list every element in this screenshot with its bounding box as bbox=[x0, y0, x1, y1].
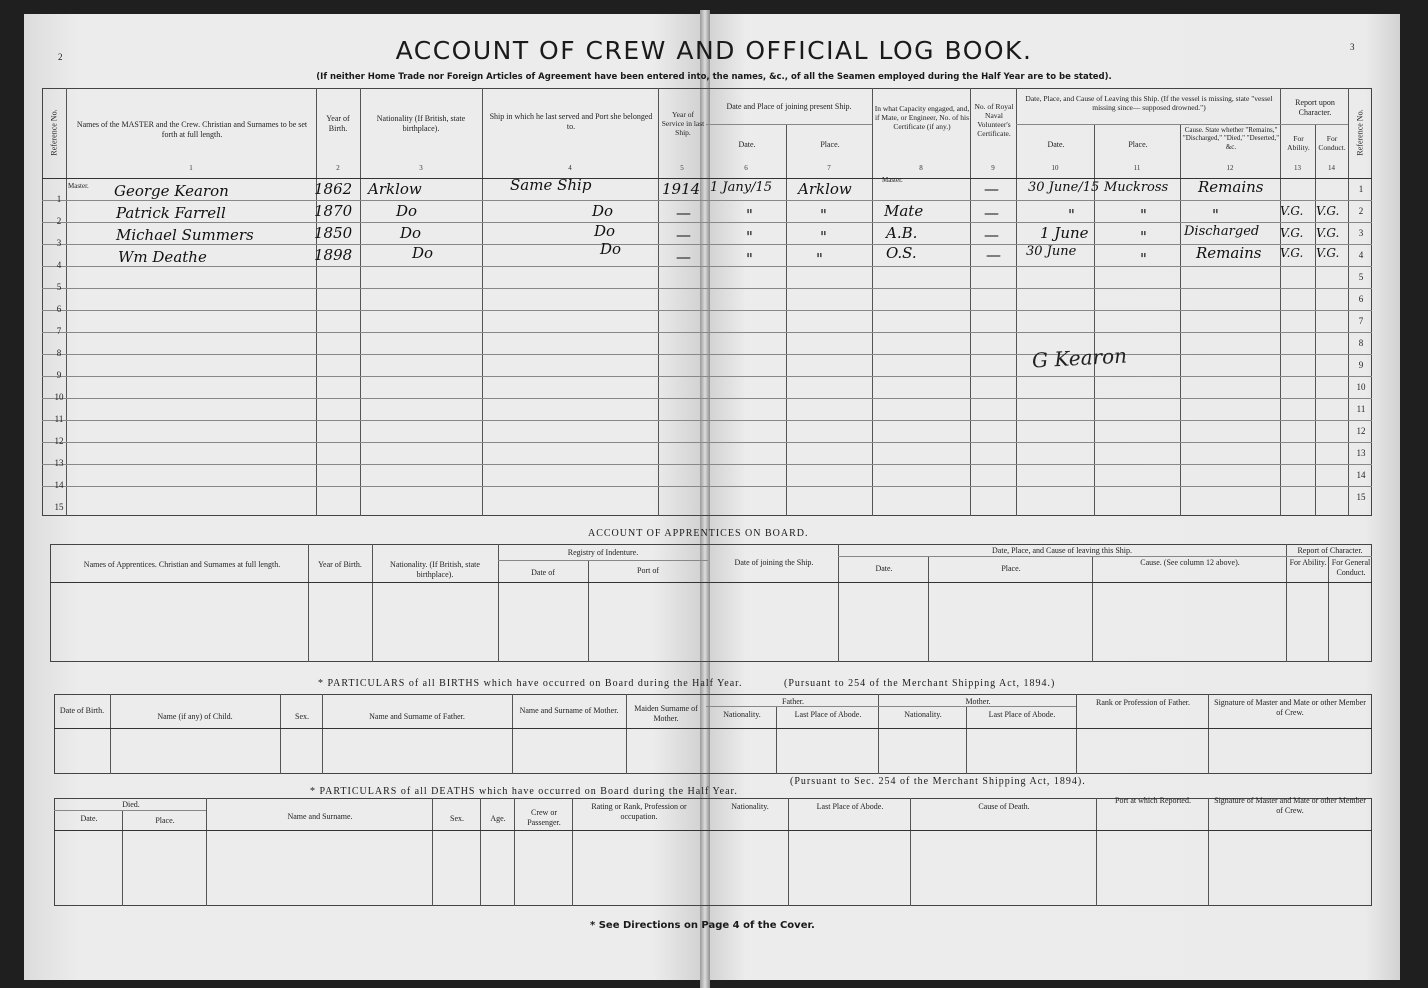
row-number-right: 3 bbox=[1358, 228, 1364, 238]
header-for-conduct: For Conduct. bbox=[1318, 134, 1346, 152]
crew-capacity: A.B. bbox=[886, 224, 918, 242]
row-line bbox=[42, 332, 1372, 333]
header-join-place: Place. bbox=[820, 140, 840, 149]
death-header-place: Place. bbox=[155, 816, 175, 825]
header-reference-no-right: Reference No. bbox=[1355, 109, 1365, 156]
crew-leave-place: Muckross bbox=[1104, 180, 1169, 195]
row-number: 11 bbox=[54, 414, 64, 424]
col-divider bbox=[838, 544, 839, 662]
apprentice-header-report: Report of Character. bbox=[1297, 546, 1363, 555]
crew-ability: V.G. bbox=[1280, 226, 1304, 240]
crew-last-ship: Do bbox=[592, 202, 614, 220]
header-divider bbox=[1016, 124, 1280, 125]
header-reference-no: Reference No. bbox=[49, 109, 59, 156]
birth-header-mother-nationality: Nationality. bbox=[904, 710, 942, 719]
apprentice-header-joining: Date of joining the Ship. bbox=[734, 558, 814, 567]
col-divider bbox=[910, 798, 911, 906]
death-header-abode: Last Place of Abode. bbox=[816, 802, 884, 811]
col-number: 6 bbox=[744, 164, 748, 172]
col-divider bbox=[1016, 88, 1017, 516]
death-header-signature: Signature of Master and Mate or other Member of Crew. bbox=[1214, 796, 1366, 815]
death-header-nationality: Nationality. bbox=[731, 802, 769, 811]
birth-header-mother-abode: Last Place of Abode. bbox=[988, 710, 1056, 719]
header-joining: Date and Place of joining present Ship. bbox=[726, 102, 852, 111]
row-number: 12 bbox=[54, 436, 64, 446]
crew-join-place: " bbox=[820, 206, 827, 224]
row-line bbox=[42, 288, 1372, 289]
header-bottom-line bbox=[42, 178, 1372, 179]
header-bottom-line bbox=[54, 728, 1372, 729]
col-divider bbox=[786, 124, 787, 516]
col-number: 7 bbox=[827, 164, 831, 172]
header-divider bbox=[838, 556, 1372, 557]
crew-leave-date: 30 June bbox=[1026, 244, 1077, 259]
birth-header-date: Date of Birth. bbox=[59, 706, 105, 715]
row-number: 10 bbox=[54, 392, 64, 402]
row-number-right: 9 bbox=[1358, 360, 1364, 370]
apprentice-header-port-of: Port of bbox=[637, 566, 659, 575]
birth-header-rank: Rank or Profession of Father. bbox=[1096, 698, 1190, 707]
col-number: 10 bbox=[1051, 164, 1059, 172]
birth-header-sex: Sex. bbox=[295, 712, 309, 721]
row-line bbox=[42, 266, 1372, 267]
row-number: 1 bbox=[56, 194, 62, 204]
master-label-capacity: Master. bbox=[882, 176, 903, 184]
row-line bbox=[42, 376, 1372, 377]
row-line bbox=[42, 486, 1372, 487]
apprentice-header-names: Names of Apprentices. Christian and Surnames at full length. bbox=[83, 560, 281, 569]
crew-last-ship: Same Ship bbox=[510, 176, 592, 194]
birth-header-father: Name and Surname of Father. bbox=[369, 712, 465, 721]
col-divider bbox=[872, 88, 873, 516]
header-year-service: Year of Service in last Ship. bbox=[661, 110, 705, 137]
header-last-ship: Ship in which he last served and Port she belonged to. bbox=[489, 112, 653, 131]
crew-naval: — bbox=[984, 226, 999, 244]
row-number-right: 12 bbox=[1356, 426, 1366, 436]
crew-conduct: V.G. bbox=[1316, 226, 1340, 240]
col-divider bbox=[512, 694, 513, 774]
row-number-right: 10 bbox=[1356, 382, 1366, 392]
page-subtitle: (If neither Home Trade nor Foreign Articles of Agreement have been entered into, the names, &c., of all the Seamen employed during the Half Year are to be stated). bbox=[316, 72, 1112, 82]
crew-join-date: " bbox=[746, 250, 753, 268]
death-header-died: Died. bbox=[122, 800, 140, 809]
col-divider bbox=[626, 694, 627, 774]
crew-service: — bbox=[676, 204, 691, 222]
crew-join-date: " bbox=[746, 206, 753, 224]
col-divider bbox=[1328, 556, 1329, 662]
birth-header-mother: Name and Surname of Mother. bbox=[519, 706, 619, 715]
apprentice-header-conduct: For General Conduct. bbox=[1331, 558, 1371, 577]
header-leave-date: Date. bbox=[1047, 140, 1065, 149]
death-header-port: Port at which Reported. bbox=[1115, 796, 1191, 805]
crew-nationality: Do bbox=[400, 224, 422, 242]
deaths-title: * PARTICULARS of all DEATHS which have occurred on Board during the Half Year. bbox=[310, 786, 738, 797]
col-divider bbox=[970, 88, 971, 516]
crew-cause: Remains bbox=[1196, 244, 1262, 262]
apprentice-header-registry: Registry of Indenture. bbox=[567, 548, 639, 557]
col-divider bbox=[788, 798, 789, 906]
birth-header-child: Name (if any) of Child. bbox=[157, 712, 233, 721]
crew-ability: V.G. bbox=[1280, 204, 1304, 218]
row-number-right: 4 bbox=[1358, 250, 1364, 260]
apprentice-header-place: Place. bbox=[1001, 564, 1021, 573]
crew-year: 1862 bbox=[314, 180, 353, 198]
header-leave-place: Place. bbox=[1128, 140, 1148, 149]
col-divider bbox=[360, 88, 361, 516]
master-signature: G Kearon bbox=[1031, 343, 1128, 373]
row-number-right: 8 bbox=[1358, 338, 1364, 348]
crew-capacity: O.S. bbox=[886, 244, 917, 262]
row-number-right: 7 bbox=[1358, 316, 1364, 326]
crew-name: George Kearon bbox=[114, 182, 229, 200]
col-number: 5 bbox=[680, 164, 684, 172]
col-divider bbox=[1286, 544, 1287, 662]
crew-capacity: Mate bbox=[884, 202, 924, 220]
crew-leave-place: " bbox=[1140, 206, 1147, 224]
row-number-right: 2 bbox=[1358, 206, 1364, 216]
crew-naval: — bbox=[984, 204, 999, 222]
crew-name: Wm Deathe bbox=[118, 248, 207, 266]
header-bottom-line bbox=[54, 830, 1372, 831]
death-header-age: Age. bbox=[490, 814, 506, 823]
row-number: 6 bbox=[56, 304, 62, 314]
col-divider bbox=[322, 694, 323, 774]
apprentice-header-leaving: Date, Place, and Cause of leaving this Ship. bbox=[992, 546, 1132, 555]
col-divider bbox=[110, 694, 111, 774]
page-number-left: 2 bbox=[58, 52, 63, 62]
col-divider bbox=[498, 544, 499, 662]
header-naval-certificate: No. of Royal Naval Volunteer's Certificate. bbox=[974, 102, 1014, 138]
col-divider bbox=[1208, 694, 1209, 774]
crew-join-date: " bbox=[746, 228, 753, 246]
deaths-act: (Pursuant to Sec. 254 of the Merchant Shipping Act, 1894). bbox=[790, 776, 1086, 787]
header-divider bbox=[1280, 124, 1348, 125]
crew-name: Patrick Farrell bbox=[116, 204, 226, 222]
header-divider bbox=[54, 810, 206, 811]
row-number: 9 bbox=[56, 370, 62, 380]
crew-naval: — bbox=[986, 246, 1001, 264]
row-line bbox=[42, 398, 1372, 399]
col-number: 4 bbox=[568, 164, 572, 172]
row-line bbox=[42, 222, 1372, 223]
col-number: 3 bbox=[419, 164, 423, 172]
birth-header-father-abode: Last Place of Abode. bbox=[794, 710, 862, 719]
row-number-right: 11 bbox=[1356, 404, 1366, 414]
col-divider bbox=[1180, 124, 1181, 516]
col-number: 13 bbox=[1294, 164, 1301, 172]
death-header-cause: Cause of Death. bbox=[978, 802, 1030, 811]
col-number: 8 bbox=[919, 164, 923, 172]
col-divider bbox=[928, 556, 929, 662]
crew-leave-date: 1 June bbox=[1040, 224, 1089, 242]
apprentice-header-year: Year of Birth. bbox=[318, 560, 362, 569]
row-number-right: 6 bbox=[1358, 294, 1364, 304]
row-number: 7 bbox=[56, 326, 62, 336]
death-header-rating: Rating or Rank, Profession or occupation. bbox=[591, 802, 687, 821]
col-divider bbox=[122, 810, 123, 906]
crew-leave-place: " bbox=[1140, 228, 1147, 246]
apprentice-header-date: Date. bbox=[875, 564, 893, 573]
crew-conduct: V.G. bbox=[1316, 246, 1340, 260]
apprentice-header-date-of: Date of bbox=[531, 568, 555, 577]
col-number: 2 bbox=[336, 164, 340, 172]
col-divider bbox=[1280, 88, 1281, 516]
col-divider bbox=[588, 560, 589, 662]
row-number-right: 13 bbox=[1356, 448, 1366, 458]
crew-naval: — bbox=[984, 180, 999, 198]
apprentice-header-nationality: Nationality. (If British, state birthplace). bbox=[390, 560, 480, 579]
col-divider bbox=[1092, 556, 1093, 662]
crew-ability: V.G. bbox=[1280, 246, 1304, 260]
header-join-date: Date. bbox=[738, 140, 756, 149]
col-divider bbox=[1348, 88, 1349, 516]
births-title: * PARTICULARS of all BIRTHS which have occurred on Board during the Half Year. bbox=[318, 678, 743, 689]
col-divider bbox=[308, 544, 309, 662]
row-line bbox=[42, 310, 1372, 311]
row-line bbox=[42, 244, 1372, 245]
header-divider bbox=[706, 124, 872, 125]
crew-leave-date: 30 June/15 bbox=[1028, 180, 1100, 195]
row-number: 4 bbox=[56, 260, 62, 270]
header-year-of-birth: Year of Birth. bbox=[326, 114, 350, 133]
crew-year: 1850 bbox=[314, 224, 353, 242]
birth-header-maiden: Maiden Surname of Mother. bbox=[634, 704, 698, 723]
col-divider bbox=[572, 798, 573, 906]
header-names: Names of the MASTER and the Crew. Christian and Surnames to be set forth at full length. bbox=[76, 120, 308, 139]
header-capacity: In what Capacity engaged, and, if Mate, or Engineer, No. of his Certificate (if any.) bbox=[874, 104, 970, 131]
col-divider bbox=[482, 88, 483, 516]
col-divider bbox=[1208, 798, 1209, 906]
col-divider bbox=[206, 798, 207, 906]
master-label: Master. bbox=[68, 182, 89, 190]
col-number: 11 bbox=[1133, 164, 1141, 172]
col-divider bbox=[316, 88, 317, 516]
row-line bbox=[42, 200, 1372, 201]
col-number: 14 bbox=[1328, 164, 1335, 172]
crew-year: 1870 bbox=[314, 202, 353, 220]
row-number-right: 1 bbox=[1358, 184, 1364, 194]
birth-header-father-nationality: Nationality. bbox=[723, 710, 761, 719]
col-divider bbox=[776, 706, 777, 774]
birth-header-mother-group: Mother. bbox=[965, 697, 991, 706]
row-line bbox=[42, 442, 1372, 443]
col-divider bbox=[372, 544, 373, 662]
row-number: 5 bbox=[56, 282, 62, 292]
col-divider bbox=[1315, 124, 1316, 516]
row-number: 14 bbox=[54, 480, 64, 490]
col-number: 9 bbox=[991, 164, 995, 172]
row-number-right: 5 bbox=[1358, 272, 1364, 282]
apprentices-title: ACCOUNT OF APPRENTICES ON BOARD. bbox=[588, 528, 809, 539]
crew-cause: " bbox=[1212, 206, 1219, 224]
apprentice-header-ability: For Ability. bbox=[1289, 558, 1327, 567]
col-divider bbox=[1076, 694, 1077, 774]
crew-cause: Discharged bbox=[1184, 224, 1260, 239]
crew-year: 1898 bbox=[314, 246, 353, 264]
row-number: 15 bbox=[54, 502, 64, 512]
header-cause: Cause. State whether "Remains," "Discharged," "Died," "Deserted," &c. bbox=[1182, 126, 1280, 151]
birth-header-signature: Signature of Master and Mate or other Member of Crew. bbox=[1214, 698, 1366, 717]
crew-join-place: Arklow bbox=[798, 180, 852, 198]
row-number: 8 bbox=[56, 348, 62, 358]
crew-join-place: " bbox=[820, 228, 827, 246]
death-header-sex: Sex. bbox=[450, 814, 464, 823]
death-header-name: Name and Surname. bbox=[287, 812, 353, 821]
death-header-crew: Crew or Passenger. bbox=[527, 808, 561, 827]
row-number-right: 14 bbox=[1356, 470, 1366, 480]
crew-service: 1914 bbox=[662, 180, 701, 198]
header-leaving: Date, Place, and Cause of Leaving this Ship. (If the vessel is missing, state "vessel missing since— supposed drowned.") bbox=[1025, 94, 1273, 112]
col-divider bbox=[514, 798, 515, 906]
footer-note: * See Directions on Page 4 of the Cover. bbox=[590, 920, 815, 931]
birth-header-father-group: Father. bbox=[782, 697, 804, 706]
row-number-right: 15 bbox=[1356, 492, 1366, 502]
page-title: ACCOUNT OF CREW AND OFFICIAL LOG BOOK. bbox=[395, 36, 1033, 65]
header-bottom-line bbox=[50, 582, 1372, 583]
crew-service: — bbox=[676, 226, 691, 244]
death-header-date: Date. bbox=[80, 814, 98, 823]
crew-name: Michael Summers bbox=[116, 226, 254, 244]
crew-nationality: Do bbox=[412, 244, 434, 262]
col-divider bbox=[658, 88, 659, 516]
row-line bbox=[42, 464, 1372, 465]
births-act: (Pursuant to 254 of the Merchant Shipping Act, 1894.) bbox=[784, 678, 1056, 689]
crew-nationality: Arklow bbox=[368, 180, 422, 198]
crew-cause: Remains bbox=[1198, 178, 1264, 196]
row-number: 2 bbox=[56, 216, 62, 226]
header-nationality: Nationality (If British, state birthplace). bbox=[376, 114, 466, 133]
crew-conduct: V.G. bbox=[1316, 204, 1340, 218]
crew-join-date: 1 Jany/15 bbox=[710, 180, 773, 195]
header-for-ability: For Ability. bbox=[1287, 134, 1310, 152]
page-number-right: 3 bbox=[1350, 42, 1355, 52]
row-line bbox=[42, 420, 1372, 421]
apprentice-header-cause: Cause. (See column 12 above). bbox=[1140, 558, 1240, 567]
crew-service: — bbox=[676, 248, 691, 266]
col-divider bbox=[280, 694, 281, 774]
col-number: 1 bbox=[189, 164, 193, 172]
crew-last-ship: Do bbox=[594, 222, 616, 240]
col-divider bbox=[1096, 798, 1097, 906]
header-report-character: Report upon Character. bbox=[1295, 98, 1335, 117]
col-divider bbox=[66, 88, 67, 516]
col-divider bbox=[966, 706, 967, 774]
col-divider bbox=[432, 798, 433, 906]
crew-leave-place: " bbox=[1140, 250, 1147, 268]
header-divider bbox=[498, 560, 708, 561]
crew-nationality: Do bbox=[396, 202, 418, 220]
crew-join-place: " bbox=[816, 250, 823, 268]
crew-leave-date: " bbox=[1068, 206, 1075, 224]
row-number: 13 bbox=[54, 458, 64, 468]
crew-last-ship: Do bbox=[600, 240, 622, 258]
col-divider bbox=[480, 798, 481, 906]
row-number: 3 bbox=[56, 238, 62, 248]
col-number: 12 bbox=[1226, 164, 1234, 172]
crew-table bbox=[42, 88, 1372, 516]
row-line bbox=[42, 354, 1372, 355]
